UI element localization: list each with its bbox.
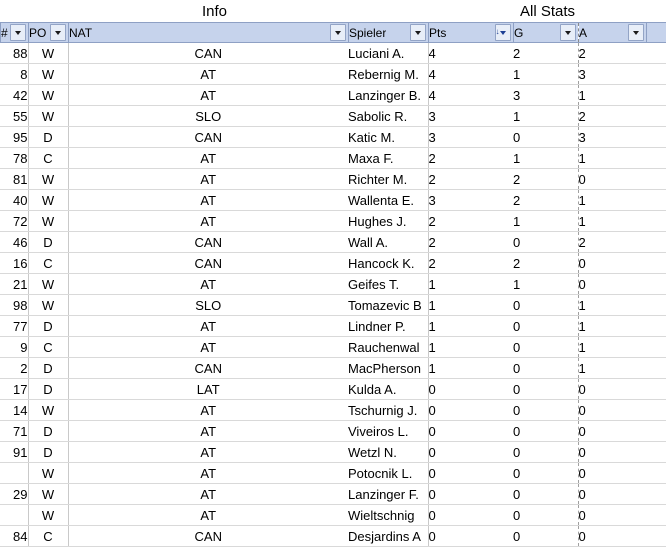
- cell-pos[interactable]: D: [28, 442, 68, 463]
- cell-a[interactable]: 1: [578, 358, 646, 379]
- cell-nat[interactable]: SLO: [68, 106, 348, 127]
- cell-pts[interactable]: 2: [428, 253, 513, 274]
- cell-a[interactable]: 0: [578, 274, 646, 295]
- table-row[interactable]: [0, 463, 666, 484]
- cell-nat[interactable]: CAN: [68, 127, 348, 148]
- cell-player[interactable]: Wieltschnig: [348, 505, 428, 526]
- cell-pts[interactable]: 1: [428, 316, 513, 337]
- cell-nat[interactable]: AT: [68, 316, 348, 337]
- table-row[interactable]: [0, 358, 666, 379]
- header-label-a: A: [579, 26, 587, 40]
- filter-dropdown-icon-g[interactable]: [560, 24, 576, 41]
- filter-dropdown-icon-nat[interactable]: [330, 24, 346, 41]
- cell-g[interactable]: 3: [513, 85, 578, 106]
- cell-pos[interactable]: W: [28, 43, 68, 64]
- cell-nat[interactable]: AT: [68, 274, 348, 295]
- cell-pos[interactable]: D: [28, 316, 68, 337]
- cell-pts[interactable]: 2: [428, 232, 513, 253]
- cell-player[interactable]: Rebernig M.: [348, 64, 428, 85]
- cell-g[interactable]: 0: [513, 400, 578, 421]
- table-row[interactable]: [0, 484, 666, 505]
- cell-a[interactable]: 0: [578, 442, 646, 463]
- cell-player[interactable]: Lindner P.: [348, 316, 428, 337]
- table-row[interactable]: [0, 379, 666, 400]
- cell-nat[interactable]: AT: [68, 337, 348, 358]
- cell-pts[interactable]: 2: [428, 148, 513, 169]
- table-row[interactable]: [0, 421, 666, 442]
- cell-extra[interactable]: [646, 316, 666, 337]
- header-label-pos: PO: [29, 26, 46, 40]
- cell-pos[interactable]: W: [28, 400, 68, 421]
- cell-player[interactable]: Viveiros L.: [348, 421, 428, 442]
- cell-nat[interactable]: CAN: [68, 526, 348, 547]
- header-cell-pos[interactable]: [29, 23, 69, 43]
- table-row[interactable]: [0, 253, 666, 274]
- header-cell-pts[interactable]: [429, 23, 514, 43]
- cell-g[interactable]: 0: [513, 232, 578, 253]
- cell-pos[interactable]: W: [28, 211, 68, 232]
- cell-player[interactable]: Geifes T.: [348, 274, 428, 295]
- cell-g[interactable]: 0: [513, 316, 578, 337]
- cell-g[interactable]: 0: [513, 526, 578, 547]
- cell-player[interactable]: Lanzinger F.: [348, 484, 428, 505]
- sort-descending-icon: ↓: [496, 28, 500, 36]
- header-cell-player[interactable]: [349, 23, 429, 43]
- table-row[interactable]: [0, 106, 666, 127]
- cell-a[interactable]: 0: [578, 421, 646, 442]
- cell-extra[interactable]: [646, 379, 666, 400]
- cell-num[interactable]: 14: [0, 400, 28, 421]
- cell-nat[interactable]: AT: [68, 190, 348, 211]
- cell-player[interactable]: Hughes J.: [348, 211, 428, 232]
- header-cell-nat[interactable]: [69, 23, 349, 43]
- cell-g[interactable]: 1: [513, 148, 578, 169]
- table-row[interactable]: [0, 169, 666, 190]
- table-row[interactable]: [0, 190, 666, 211]
- group-header-row: [1, 0, 666, 23]
- cell-pos[interactable]: W: [28, 274, 68, 295]
- table-row[interactable]: [0, 316, 666, 337]
- cell-player[interactable]: Potocnik L.: [348, 463, 428, 484]
- cell-nat[interactable]: AT: [68, 148, 348, 169]
- cell-a[interactable]: 1: [578, 337, 646, 358]
- cell-a[interactable]: 1: [578, 190, 646, 211]
- cell-extra[interactable]: [646, 253, 666, 274]
- cell-pts[interactable]: 0: [428, 484, 513, 505]
- cell-extra[interactable]: [646, 169, 666, 190]
- cell-pts[interactable]: 2: [428, 211, 513, 232]
- cell-pts[interactable]: 1: [428, 358, 513, 379]
- cell-num[interactable]: 16: [0, 253, 28, 274]
- cell-extra[interactable]: [646, 64, 666, 85]
- cell-player[interactable]: Rauchenwal: [348, 337, 428, 358]
- cell-extra[interactable]: [646, 421, 666, 442]
- cell-g[interactable]: 0: [513, 127, 578, 148]
- cell-a[interactable]: 3: [578, 64, 646, 85]
- cell-num[interactable]: 9: [0, 337, 28, 358]
- cell-num[interactable]: 81: [0, 169, 28, 190]
- cell-extra[interactable]: [646, 505, 666, 526]
- table-row[interactable]: [0, 442, 666, 463]
- cell-player[interactable]: Lanzinger B.: [348, 85, 428, 106]
- cell-pos[interactable]: W: [28, 295, 68, 316]
- cell-pts[interactable]: 0: [428, 442, 513, 463]
- table-row[interactable]: [0, 148, 666, 169]
- cell-extra[interactable]: [646, 232, 666, 253]
- cell-a[interactable]: 1: [578, 295, 646, 316]
- filter-dropdown-icon-player[interactable]: [410, 24, 426, 41]
- cell-num[interactable]: 98: [0, 295, 28, 316]
- cell-num[interactable]: [0, 505, 28, 526]
- cell-g[interactable]: 1: [513, 211, 578, 232]
- header-label-player: Spieler: [349, 26, 386, 40]
- cell-nat[interactable]: AT: [68, 505, 348, 526]
- cell-pts[interactable]: 3: [428, 127, 513, 148]
- cell-num[interactable]: 71: [0, 421, 28, 442]
- cell-nat[interactable]: CAN: [68, 43, 348, 64]
- cell-num[interactable]: 95: [0, 127, 28, 148]
- cell-extra[interactable]: [646, 190, 666, 211]
- header-cell-a[interactable]: [579, 23, 647, 43]
- cell-player[interactable]: Tschurnig J.: [348, 400, 428, 421]
- cell-pos[interactable]: C: [28, 337, 68, 358]
- table-row[interactable]: [0, 127, 666, 148]
- cell-pos[interactable]: W: [28, 64, 68, 85]
- cell-g[interactable]: 2: [513, 253, 578, 274]
- cell-pos[interactable]: D: [28, 358, 68, 379]
- cell-g[interactable]: 0: [513, 379, 578, 400]
- cell-pts[interactable]: 0: [428, 463, 513, 484]
- cell-g[interactable]: 0: [513, 442, 578, 463]
- cell-num[interactable]: 72: [0, 211, 28, 232]
- cell-player[interactable]: Luciani A.: [348, 43, 428, 64]
- cell-pts[interactable]: 3: [428, 190, 513, 211]
- cell-player[interactable]: Wetzl N.: [348, 442, 428, 463]
- filter-dropdown-icon-num[interactable]: [10, 24, 26, 41]
- cell-num[interactable]: 91: [0, 442, 28, 463]
- header-label-g: G: [514, 26, 523, 40]
- cell-nat[interactable]: AT: [68, 463, 348, 484]
- cell-pos[interactable]: W: [28, 505, 68, 526]
- header-label-num: #: [1, 26, 8, 40]
- cell-num[interactable]: 78: [0, 148, 28, 169]
- cell-extra[interactable]: [646, 127, 666, 148]
- cell-g[interactable]: 0: [513, 505, 578, 526]
- cell-g[interactable]: 1: [513, 274, 578, 295]
- cell-pos[interactable]: C: [28, 148, 68, 169]
- cell-num[interactable]: 2: [0, 358, 28, 379]
- cell-g[interactable]: 0: [513, 484, 578, 505]
- cell-extra[interactable]: [646, 337, 666, 358]
- cell-nat[interactable]: CAN: [68, 232, 348, 253]
- cell-g[interactable]: 0: [513, 463, 578, 484]
- cell-pos[interactable]: D: [28, 232, 68, 253]
- cell-a[interactable]: 1: [578, 211, 646, 232]
- cell-a[interactable]: 2: [578, 43, 646, 64]
- table-row[interactable]: [0, 337, 666, 358]
- cell-pts[interactable]: 4: [428, 43, 513, 64]
- cell-a[interactable]: 0: [578, 169, 646, 190]
- cell-num[interactable]: 40: [0, 190, 28, 211]
- cell-extra[interactable]: [646, 463, 666, 484]
- cell-nat[interactable]: CAN: [68, 358, 348, 379]
- cell-a[interactable]: 0: [578, 253, 646, 274]
- table-row[interactable]: [0, 232, 666, 253]
- cell-g[interactable]: 1: [513, 106, 578, 127]
- cell-pos[interactable]: D: [28, 127, 68, 148]
- cell-a[interactable]: 0: [578, 526, 646, 547]
- table-row[interactable]: [0, 295, 666, 316]
- cell-a[interactable]: 0: [578, 379, 646, 400]
- table-row[interactable]: [0, 64, 666, 85]
- cell-a[interactable]: 0: [578, 505, 646, 526]
- cell-num[interactable]: 29: [0, 484, 28, 505]
- table-row[interactable]: [0, 400, 666, 421]
- cell-g[interactable]: 0: [513, 295, 578, 316]
- cell-a[interactable]: 0: [578, 463, 646, 484]
- cell-g[interactable]: 0: [513, 421, 578, 442]
- table-row[interactable]: [0, 85, 666, 106]
- cell-num[interactable]: 88: [0, 43, 28, 64]
- cell-player[interactable]: Kulda A.: [348, 379, 428, 400]
- stats-table: [0, 0, 666, 43]
- cell-pos[interactable]: W: [28, 484, 68, 505]
- cell-nat[interactable]: AT: [68, 442, 348, 463]
- cell-nat[interactable]: AT: [68, 64, 348, 85]
- cell-player[interactable]: Hancock K.: [348, 253, 428, 274]
- cell-pos[interactable]: W: [28, 106, 68, 127]
- header-label-nat: NAT: [69, 26, 92, 40]
- filter-dropdown-icon-a[interactable]: [628, 24, 644, 41]
- cell-num[interactable]: 8: [0, 64, 28, 85]
- cell-extra[interactable]: [646, 526, 666, 547]
- cell-nat[interactable]: AT: [68, 211, 348, 232]
- cell-g[interactable]: 2: [513, 169, 578, 190]
- cell-num[interactable]: 77: [0, 316, 28, 337]
- cell-extra[interactable]: [646, 211, 666, 232]
- cell-extra[interactable]: [646, 295, 666, 316]
- cell-a[interactable]: 1: [578, 148, 646, 169]
- cell-g[interactable]: 1: [513, 64, 578, 85]
- cell-nat[interactable]: AT: [68, 85, 348, 106]
- table-row[interactable]: [0, 505, 666, 526]
- header-label-pts: Pts: [429, 26, 446, 40]
- header-cell-extra[interactable]: [647, 23, 666, 43]
- cell-a[interactable]: 0: [578, 400, 646, 421]
- column-header-row: [1, 23, 666, 43]
- cell-a[interactable]: 0: [578, 484, 646, 505]
- filter-dropdown-icon-pos[interactable]: [50, 24, 66, 41]
- cell-g[interactable]: 0: [513, 337, 578, 358]
- cell-pts[interactable]: 1: [428, 337, 513, 358]
- cell-player[interactable]: MacPherson: [348, 358, 428, 379]
- cell-a[interactable]: 2: [578, 106, 646, 127]
- cell-pts[interactable]: 0: [428, 526, 513, 547]
- header-cell-g[interactable]: [514, 23, 579, 43]
- cell-pts[interactable]: 3: [428, 106, 513, 127]
- cell-g[interactable]: 2: [513, 190, 578, 211]
- header-cell-num[interactable]: [1, 23, 29, 43]
- cell-pos[interactable]: W: [28, 463, 68, 484]
- cell-nat[interactable]: LAT: [68, 379, 348, 400]
- cell-a[interactable]: 3: [578, 127, 646, 148]
- cell-nat[interactable]: AT: [68, 169, 348, 190]
- stats-table-body: [0, 43, 666, 547]
- table-row[interactable]: [0, 211, 666, 232]
- cell-pos[interactable]: W: [28, 85, 68, 106]
- cell-nat[interactable]: AT: [68, 484, 348, 505]
- cell-pts[interactable]: 2: [428, 169, 513, 190]
- cell-a[interactable]: 1: [578, 85, 646, 106]
- cell-nat[interactable]: SLO: [68, 295, 348, 316]
- cell-pts[interactable]: 0: [428, 421, 513, 442]
- cell-player[interactable]: Maxa F.: [348, 148, 428, 169]
- cell-extra[interactable]: [646, 358, 666, 379]
- cell-extra[interactable]: [646, 484, 666, 505]
- cell-extra[interactable]: [646, 442, 666, 463]
- cell-a[interactable]: 1: [578, 316, 646, 337]
- cell-pts[interactable]: 1: [428, 295, 513, 316]
- cell-extra[interactable]: [646, 148, 666, 169]
- cell-pts[interactable]: 1: [428, 274, 513, 295]
- group-title-info: Info: [1, 0, 429, 23]
- cell-num[interactable]: 55: [0, 106, 28, 127]
- cell-player[interactable]: Katic M.: [348, 127, 428, 148]
- cell-pos[interactable]: C: [28, 253, 68, 274]
- cell-pos[interactable]: W: [28, 190, 68, 211]
- cell-pts[interactable]: 0: [428, 379, 513, 400]
- cell-extra[interactable]: [646, 85, 666, 106]
- cell-extra[interactable]: [646, 274, 666, 295]
- cell-player[interactable]: Richter M.: [348, 169, 428, 190]
- cell-num[interactable]: 21: [0, 274, 28, 295]
- table-row[interactable]: [0, 526, 666, 547]
- cell-pts[interactable]: 0: [428, 505, 513, 526]
- cell-nat[interactable]: AT: [68, 400, 348, 421]
- cell-pos[interactable]: C: [28, 526, 68, 547]
- cell-num[interactable]: 17: [0, 379, 28, 400]
- cell-pos[interactable]: D: [28, 421, 68, 442]
- group-title-all-stats: All Stats: [429, 0, 666, 23]
- cell-pos[interactable]: W: [28, 169, 68, 190]
- table-row[interactable]: [0, 43, 666, 64]
- cell-pos[interactable]: D: [28, 379, 68, 400]
- cell-pts[interactable]: 4: [428, 85, 513, 106]
- cell-pts[interactable]: 4: [428, 64, 513, 85]
- cell-num[interactable]: 46: [0, 232, 28, 253]
- cell-g[interactable]: 0: [513, 358, 578, 379]
- cell-pts[interactable]: 0: [428, 400, 513, 421]
- cell-player[interactable]: Wall A.: [348, 232, 428, 253]
- cell-extra[interactable]: [646, 43, 666, 64]
- cell-num[interactable]: [0, 463, 28, 484]
- cell-nat[interactable]: AT: [68, 421, 348, 442]
- cell-num[interactable]: 42: [0, 85, 28, 106]
- cell-player[interactable]: Wallenta E.: [348, 190, 428, 211]
- cell-extra[interactable]: [646, 400, 666, 421]
- cell-player[interactable]: Tomazevic B: [348, 295, 428, 316]
- cell-player[interactable]: Sabolic R.: [348, 106, 428, 127]
- table-row[interactable]: [0, 274, 666, 295]
- cell-num[interactable]: 84: [0, 526, 28, 547]
- cell-nat[interactable]: CAN: [68, 253, 348, 274]
- cell-a[interactable]: 2: [578, 232, 646, 253]
- cell-g[interactable]: 2: [513, 43, 578, 64]
- cell-player[interactable]: Desjardins A: [348, 526, 428, 547]
- filter-dropdown-icon-pts[interactable]: [495, 24, 511, 41]
- cell-extra[interactable]: [646, 106, 666, 127]
